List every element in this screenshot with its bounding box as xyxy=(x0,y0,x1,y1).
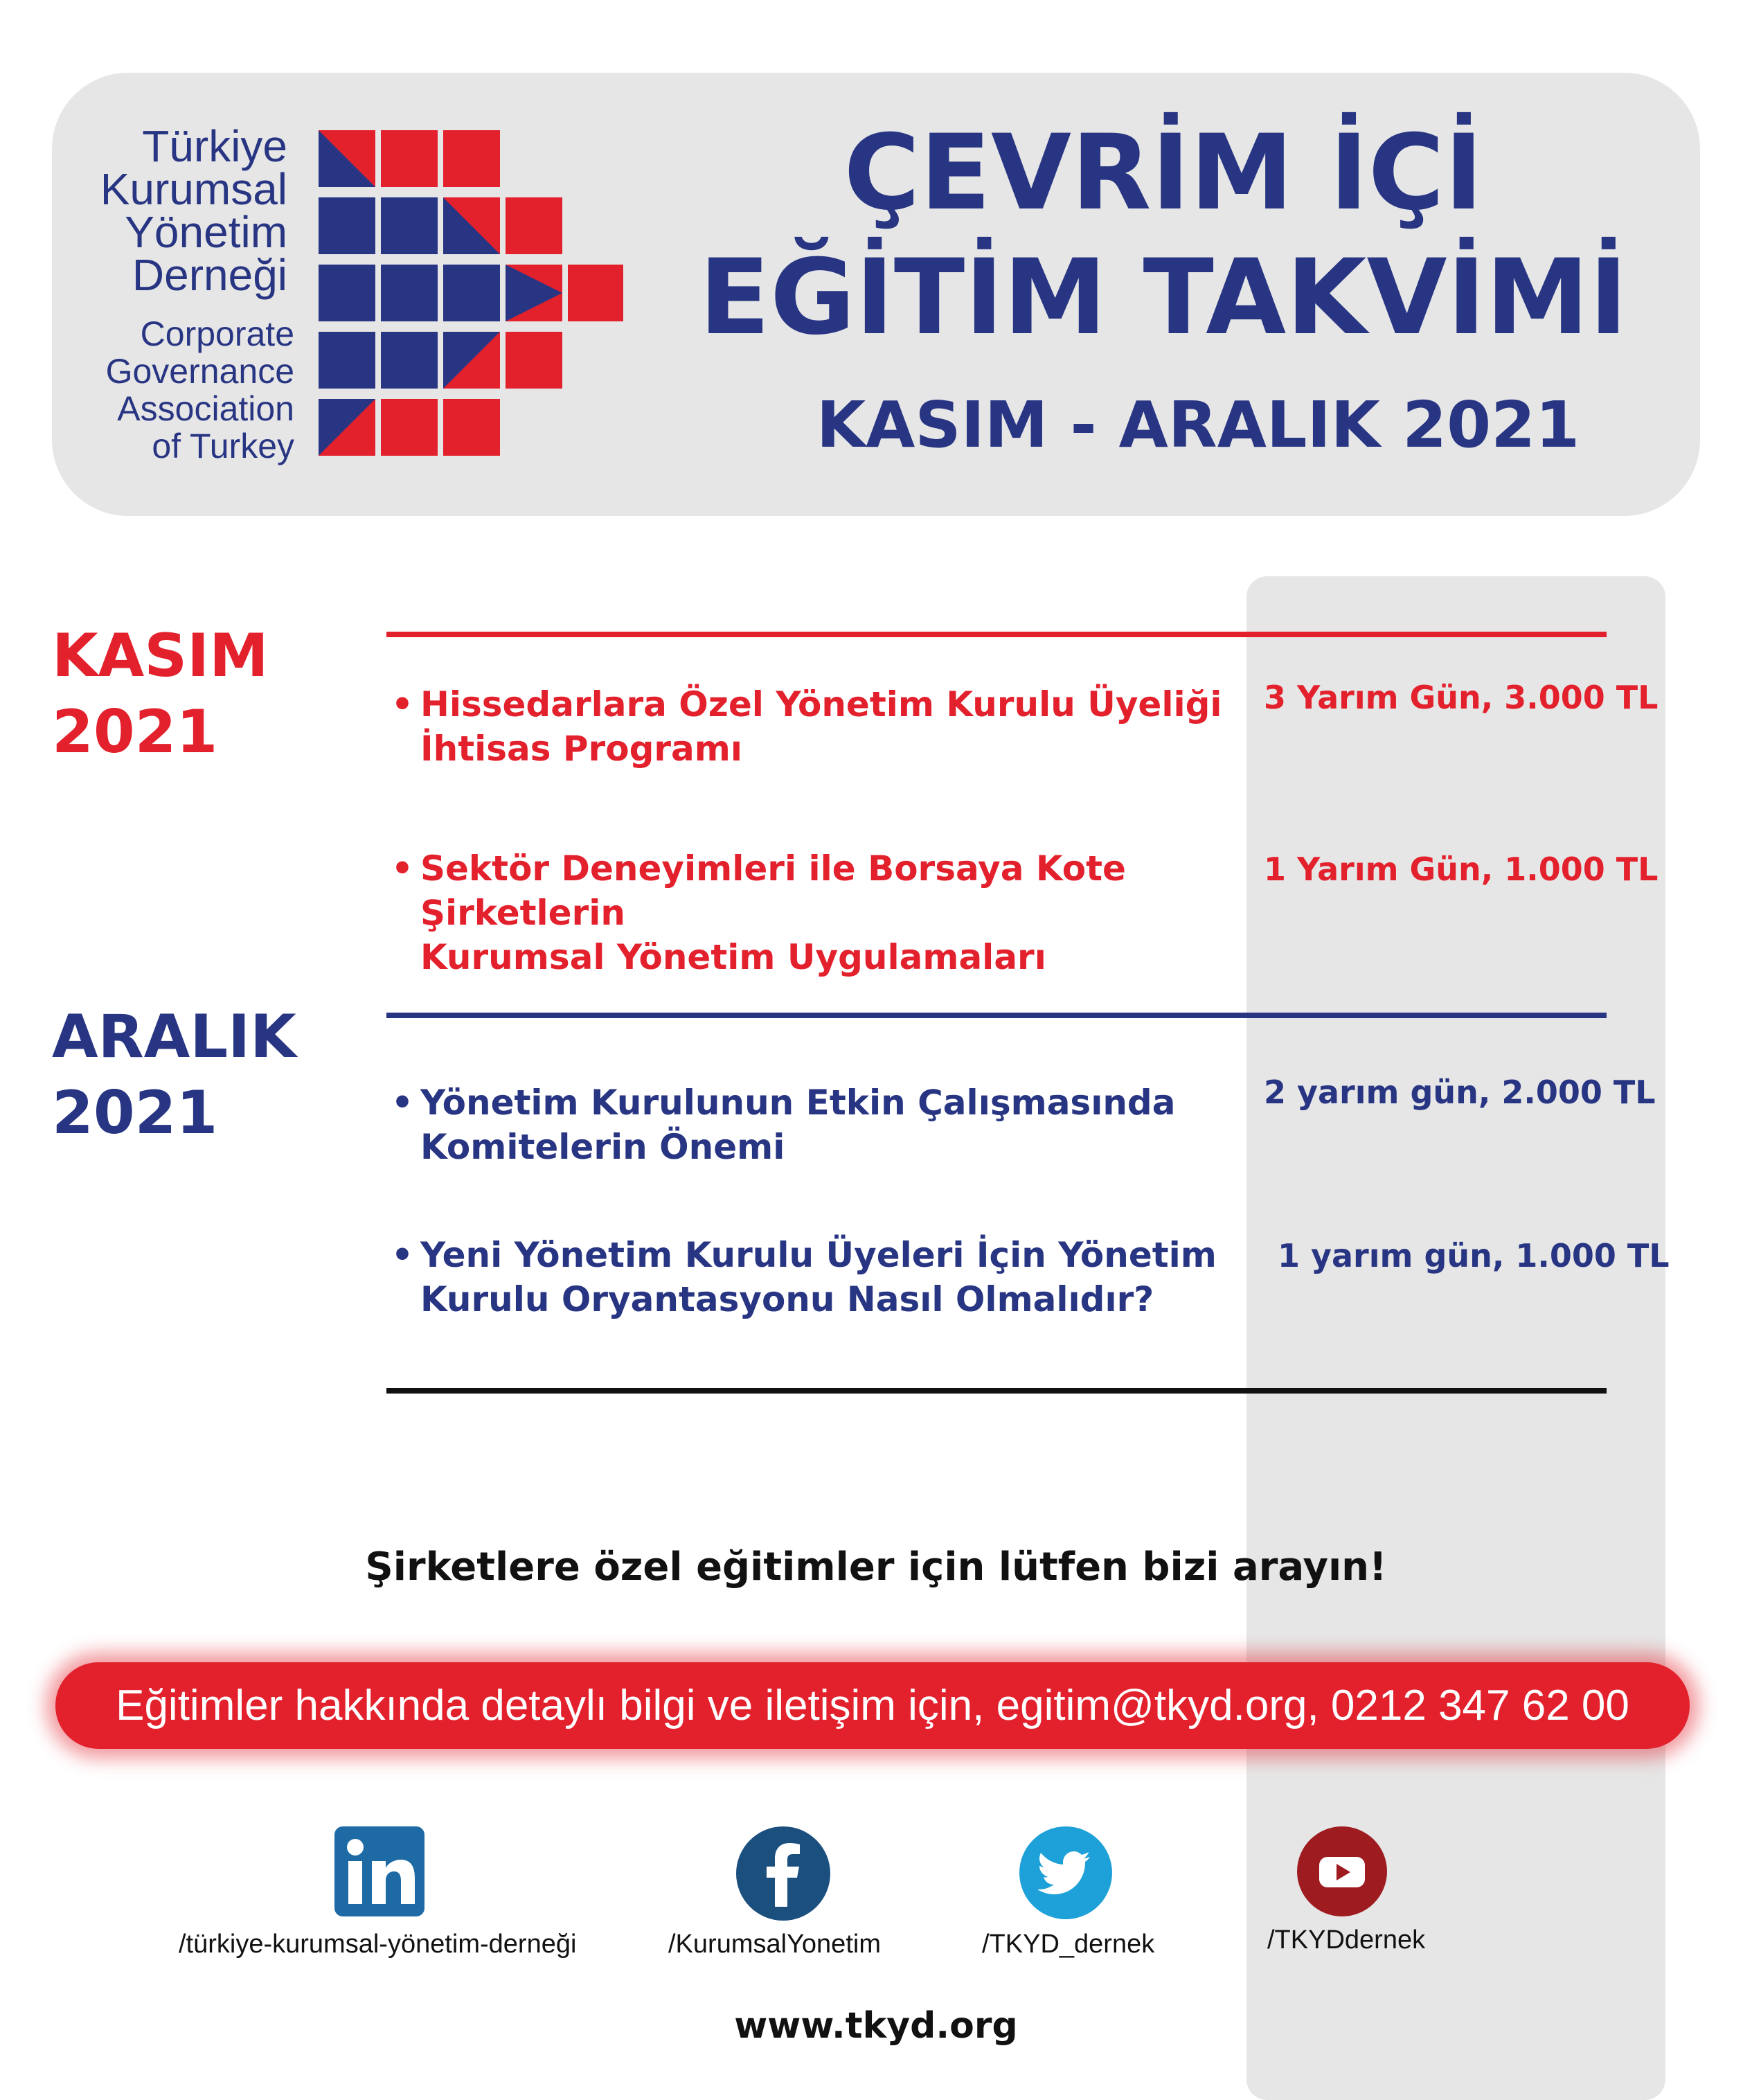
training-title-line: Yeni Yönetim Kurulu Üyeleri İçin Yönetim xyxy=(420,1235,1217,1275)
logo-text-turkish xyxy=(100,121,287,300)
logo-en-line: Corporate xyxy=(140,314,294,353)
page-subtitle: KASIM - ARALIK 2021 xyxy=(816,388,1580,462)
month-year: 2021 xyxy=(52,1078,218,1148)
logo-en-line: Association xyxy=(117,389,294,428)
page-title-line1: ÇEVRİM İÇİ xyxy=(843,113,1483,233)
logo-tr-line: Derneği xyxy=(132,250,287,300)
month-heading-aralik xyxy=(52,999,296,1151)
training-title-line: Sektör Deneyimleri ile Borsaya Kote Şirketlerin xyxy=(420,848,1126,933)
logo-tr-line: Türkiye xyxy=(142,121,287,171)
youtube-icon[interactable] xyxy=(1297,1826,1387,1916)
training-title-line: Kurulu Oryantasyonu Nasıl Olmalıdır? xyxy=(420,1279,1154,1319)
linkedin-icon[interactable] xyxy=(334,1826,424,1916)
closing-divider xyxy=(386,1388,1607,1394)
training-title-line: İhtisas Programı xyxy=(420,729,742,769)
youtube-handle[interactable]: /TKYDdernek xyxy=(1267,1925,1426,1955)
call-to-action: Şirketlere özel eğitimler için lütfen bizi arayın! xyxy=(365,1545,1387,1590)
facebook-icon[interactable] xyxy=(736,1826,830,1921)
month-heading-kasim xyxy=(52,618,269,770)
month-year: 2021 xyxy=(52,697,218,767)
contact-info-text[interactable]: Eğitimler hakkında detaylı bilgi ve iletişim için, egitim@tkyd.org, 0212 347 62 00 xyxy=(116,1682,1629,1729)
page-title-line2: EĞİTİM TAKVİMİ xyxy=(699,238,1628,358)
bullet: • xyxy=(391,684,413,724)
training-title-line: Hissedarlara Özel Yönetim Kurulu Üyeliği xyxy=(420,684,1222,724)
bullet: • xyxy=(391,1235,413,1275)
month-name: KASIM xyxy=(52,621,269,691)
twitter-icon[interactable] xyxy=(1019,1826,1112,1919)
training-title-line: Komitelerin Önemi xyxy=(420,1127,785,1167)
logo-text-english xyxy=(106,315,294,465)
logo-en-line: of Turkey xyxy=(152,427,294,465)
section-divider-kasim xyxy=(386,632,1607,637)
training-price: 3 Yarım Gün, 3.000 TL xyxy=(1264,679,1659,716)
bullet: • xyxy=(391,1083,413,1123)
section-divider-aralik xyxy=(386,1013,1607,1018)
logo-tr-line: Yönetim xyxy=(125,207,287,257)
training-title-line: Yönetim Kurulunun Etkin Çalışmasında xyxy=(420,1083,1176,1123)
facebook-handle[interactable]: /KurumsalYonetim xyxy=(668,1930,881,1959)
tkyd-logo-mark xyxy=(319,130,623,466)
twitter-handle[interactable]: /TKYD_dernek xyxy=(982,1930,1155,1959)
logo-tr-line: Kurumsal xyxy=(100,164,287,214)
bullet: • xyxy=(391,848,413,889)
training-price: 1 yarım gün, 1.000 TL xyxy=(1278,1237,1670,1274)
logo-en-line: Governance xyxy=(105,352,294,391)
website-link[interactable]: www.tkyd.org xyxy=(734,2005,1018,2047)
training-title-line: Kurumsal Yönetim Uygulamaları xyxy=(420,937,1046,977)
month-name: ARALIK xyxy=(52,1002,296,1071)
training-price: 2 yarım gün, 2.000 TL xyxy=(1264,1074,1656,1111)
training-price: 1 Yarım Gün, 1.000 TL xyxy=(1264,851,1659,888)
linkedin-handle[interactable]: /türkiye-kurumsal-yönetim-derneği xyxy=(179,1930,577,1959)
